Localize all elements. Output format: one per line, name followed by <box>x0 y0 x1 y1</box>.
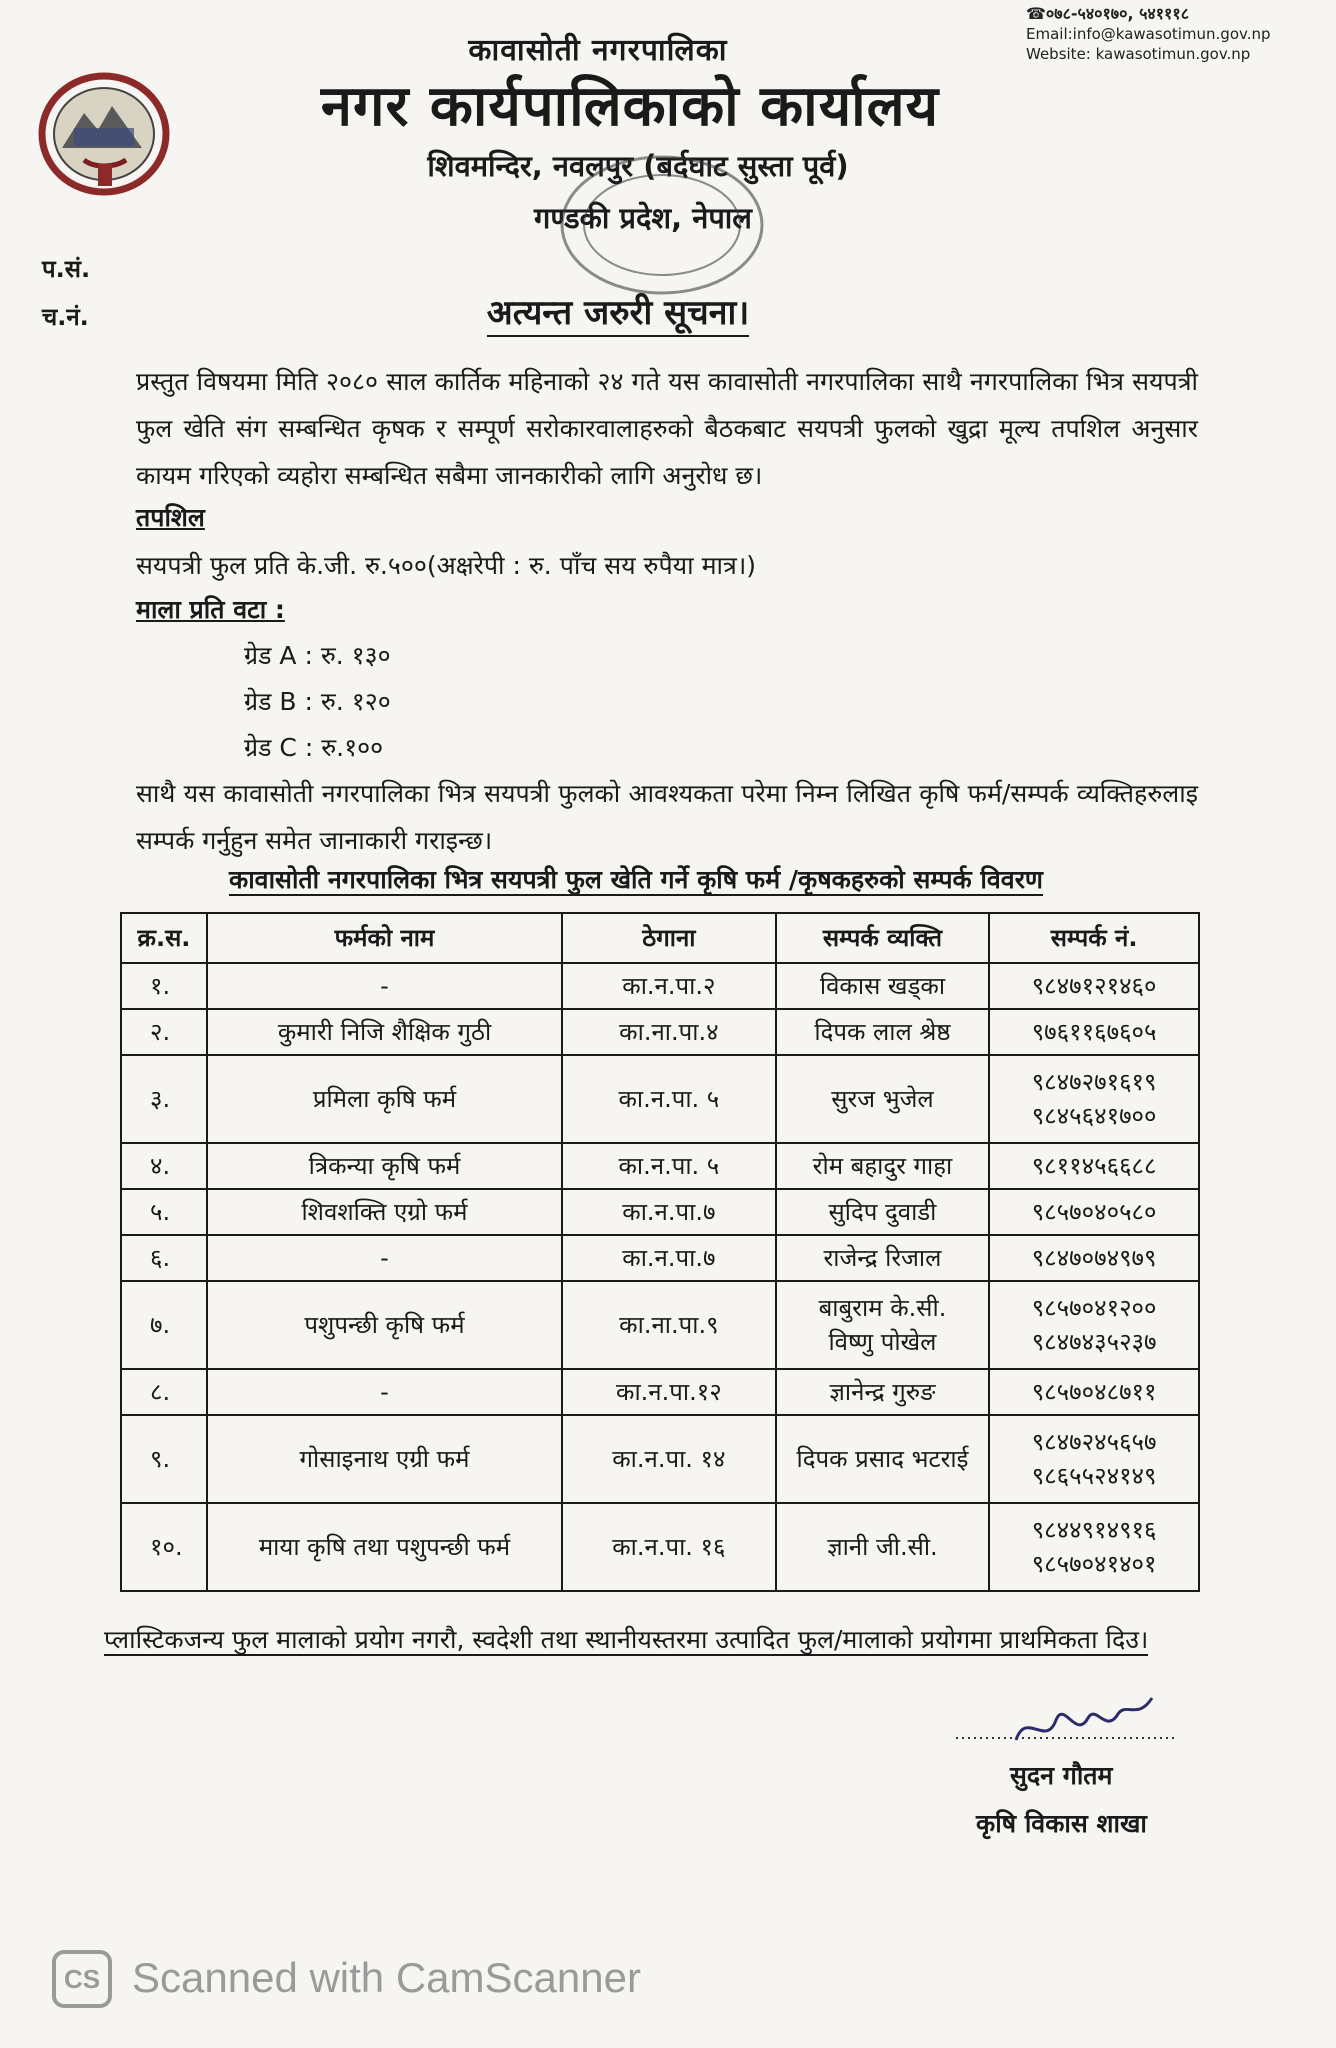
contact-phone-number: ९८५७०४१२०० <box>1031 1294 1157 1322</box>
table-row <box>121 1235 1199 1281</box>
website-address: Website: kawasotimun.gov.np <box>1026 45 1251 63</box>
header-contact-person: सम्पर्क व्यक्ति <box>776 913 990 963</box>
contact-phone-number: ९७६११६७६०५ <box>1031 1018 1157 1046</box>
cell-serial: ४. <box>121 1143 207 1189</box>
signer-branch: कृषि विकास शाखा <box>976 1809 1147 1838</box>
phone-number: ☎०७८-५४०१७०, ५४१११८ <box>1026 4 1190 23</box>
contact-phone-number: ९८४५६४१७०० <box>1031 1102 1157 1130</box>
letter-number-label: प.सं. <box>42 255 91 283</box>
contact-person-name: दिपक प्रसाद भटराई <box>796 1445 969 1473</box>
cell-address: का.न.पा.७ <box>562 1189 776 1235</box>
cell-farm-name: प्रमिला कृषि फर्म <box>207 1055 562 1143</box>
table-row <box>121 1143 1199 1189</box>
contact-person-name: विकास खड्का <box>819 972 946 1000</box>
table-row <box>121 1189 1199 1235</box>
cell-serial: ८. <box>121 1369 207 1415</box>
table-title: कावासोती नगरपालिका भित्र सयपत्री फुल खेति गर्ने कृषि फर्म /कृषकहरुको सम्पर्क विवरण <box>229 865 1043 894</box>
cell-address: का.न.पा. ५ <box>562 1055 776 1143</box>
cell-contact-person <box>776 1055 990 1143</box>
contact-person-name: ज्ञानेन्द्र गुरुङ <box>829 1378 936 1406</box>
office-title: नगर कार्यपालिकाको कार्यालय <box>320 74 940 139</box>
contact-person-name: दिपक लाल श्रेष्ठ <box>814 1018 951 1046</box>
header-contact-number: सम्पर्क नं. <box>989 913 1199 963</box>
cell-contact-person <box>776 1369 990 1415</box>
cell-contact-person <box>776 1503 990 1591</box>
address-line-1: शिवमन्दिर, नवलपुर (बर्दघाट सुस्ता पूर्व) <box>427 149 849 183</box>
header-serial: क्र.स. <box>121 913 207 963</box>
cell-farm-name: त्रिकन्या कृषि फर्म <box>207 1143 562 1189</box>
contact-phone-number: ९८४७२७१६१९ <box>1031 1068 1157 1096</box>
contact-phone-number: ९८४७०७४९७९ <box>1031 1244 1157 1272</box>
cell-address: का.न.पा. १४ <box>562 1415 776 1503</box>
header-farm-name: फर्मको नाम <box>207 913 562 963</box>
table-row <box>121 1281 1199 1369</box>
cell-contact-person <box>776 1281 990 1369</box>
cell-contact-person <box>776 963 990 1009</box>
cell-farm-name: पशुपन्छी कृषि फर्म <box>207 1281 562 1369</box>
address-line-2: गण्डकी प्रदेश, नेपाल <box>534 201 752 235</box>
contact-person-name: सुदिप दुवाडी <box>828 1198 937 1226</box>
cell-contact-number <box>989 1503 1199 1591</box>
cell-farm-name: गोसाइनाथ एग्री फर्म <box>207 1415 562 1503</box>
contact-phone-number: ९८५७०४०५८० <box>1031 1198 1157 1226</box>
cell-contact-number <box>989 1369 1199 1415</box>
cell-address: का.ना.पा.४ <box>562 1009 776 1055</box>
table-row <box>121 963 1199 1009</box>
price-per-kg: सयपत्री फुल प्रति के.जी. रु.५००(अक्षरेपी : रु. पाँच सय रुपैया मात्र।) <box>136 551 757 580</box>
contact-paragraph: साथै यस कावासोती नगरपालिका भित्र सयपत्री फुलको आवश्यकता परेमा निम्न लिखित कृषि फर्म/सम्पर्क व्यक्तिहरुलाइ सम्पर्क गर्नुहुन समेत जानाकारी गराइन्छ। <box>136 779 1198 855</box>
signature <box>956 1690 1186 1750</box>
cell-serial: ६. <box>121 1235 207 1281</box>
grade-a-price: ग्रेड A : रु. १३० <box>244 641 391 670</box>
cell-address: का.न.पा. ५ <box>562 1143 776 1189</box>
cell-farm-name: - <box>207 1369 562 1415</box>
cell-contact-number <box>989 1143 1199 1189</box>
contact-person-name: बाबुराम के.सी. <box>818 1294 947 1322</box>
table-row <box>121 1369 1199 1415</box>
cell-serial: ५. <box>121 1189 207 1235</box>
cell-contact-number <box>989 963 1199 1009</box>
contact-person-name: ज्ञानी जी.सी. <box>827 1533 938 1561</box>
grade-b-price: ग्रेड B : रु. १२० <box>244 687 391 716</box>
intro-paragraph: प्रस्तुत विषयमा मिति २०८० साल कार्तिक महिनाको २४ गते यस कावासोती नगरपालिका साथै नगरपालिका भित्र सयपत्री फुल खेति संग सम्बन्धित कृषक र सम्पूर्ण सरोकारवालाहरुको बैठकबाट सयपत्री फुलको खुद्रा मूल्य तपशिल अनुसार कायम गरिएको व्यहोरा सम्बन्धित सबैमा जानकारीको लागि अनुरोध छ। <box>136 367 1198 490</box>
grade-c-price: ग्रेड C : रु.१०० <box>244 733 384 762</box>
cell-serial: १०. <box>121 1503 207 1591</box>
cell-farm-name: - <box>207 963 562 1009</box>
cell-address: का.न.पा. १६ <box>562 1503 776 1591</box>
cell-contact-number <box>989 1055 1199 1143</box>
notice-title: अत्यन्त जरुरी सूचना। <box>0 288 1336 334</box>
cell-serial: ३. <box>121 1055 207 1143</box>
cell-farm-name: माया कृषि तथा पशुपन्छी फर्म <box>207 1503 562 1591</box>
cell-address: का.ना.पा.९ <box>562 1281 776 1369</box>
table-row <box>121 1503 1199 1591</box>
table-row <box>121 1415 1199 1503</box>
dispatch-number-label: च.नं. <box>42 303 89 331</box>
cell-address: का.न.पा.१२ <box>562 1369 776 1415</box>
cell-contact-person <box>776 1009 990 1055</box>
contact-phone-number: ९८४७१२१४६० <box>1031 972 1157 1000</box>
contact-phone-number: ९८६५५२४१४९ <box>1031 1462 1157 1490</box>
cell-contact-number <box>989 1281 1199 1369</box>
email-address: Email:info@kawasotimun.gov.np <box>1026 25 1271 43</box>
contact-phone-number: ९८५७०४८७११ <box>1031 1378 1157 1406</box>
cell-farm-name: - <box>207 1235 562 1281</box>
cell-address: का.न.पा.७ <box>562 1235 776 1281</box>
contact-person-name: सुरज भुजेल <box>831 1085 934 1113</box>
cell-serial: १. <box>121 963 207 1009</box>
cell-serial: २. <box>121 1009 207 1055</box>
details-heading: तपशिल <box>136 503 205 532</box>
cell-contact-number <box>989 1235 1199 1281</box>
cell-farm-name: शिवशक्ति एग्रो फर्म <box>207 1189 562 1235</box>
contact-phone-number: ९८५७०४१४०१ <box>1031 1550 1157 1578</box>
scanner-watermark: Scanned with CamScanner <box>132 1954 641 2001</box>
contact-phone-number: ९८४७४३५२३७ <box>1031 1328 1157 1356</box>
cell-contact-number <box>989 1189 1199 1235</box>
footer-message: प्लास्टिकजन्य फुल मालाको प्रयोग नगरौ, स्वदेशी तथा स्थानीयस्तरमा उत्पादित फुल/मालाको प्रयोगमा प्राथमिकता दिउ। <box>104 1625 1149 1654</box>
office-stamp <box>552 150 772 300</box>
table-row <box>121 1009 1199 1055</box>
cell-contact-person <box>776 1189 990 1235</box>
signer-name: सुदन गौतम <box>1010 1761 1113 1790</box>
cell-serial: ९. <box>121 1415 207 1503</box>
cell-contact-number <box>989 1415 1199 1503</box>
garland-heading: माला प्रति वटा : <box>136 595 285 624</box>
cell-contact-person <box>776 1143 990 1189</box>
contact-person-name: राजेन्द्र रिजाल <box>823 1244 942 1272</box>
municipality-name: कावासोती नगरपालिका <box>468 33 728 68</box>
contact-phone-number: ९८४७२४५६५७ <box>1031 1428 1157 1456</box>
contact-phone-number: ९८११४५६६८८ <box>1031 1152 1157 1180</box>
contact-person-name: रोम बहादुर गाहा <box>812 1152 953 1180</box>
cell-contact-person <box>776 1235 990 1281</box>
cell-contact-person <box>776 1415 990 1503</box>
header-address: ठेगाना <box>562 913 776 963</box>
contact-person-name: विष्णु पोखेल <box>828 1328 937 1356</box>
table-row <box>121 1055 1199 1143</box>
contact-phone-number: ९८४४९१४९१६ <box>1031 1516 1157 1544</box>
cell-farm-name: कुमारी निजि शैक्षिक गुठी <box>207 1009 562 1055</box>
farm-contact-table <box>120 912 1200 1592</box>
camscanner-logo-text: CS <box>63 1964 101 1994</box>
cell-contact-number <box>989 1009 1199 1055</box>
cell-address: का.न.पा.२ <box>562 963 776 1009</box>
table-header-row <box>121 913 1199 963</box>
camscanner-logo <box>52 1950 112 2008</box>
cell-serial: ७. <box>121 1281 207 1369</box>
